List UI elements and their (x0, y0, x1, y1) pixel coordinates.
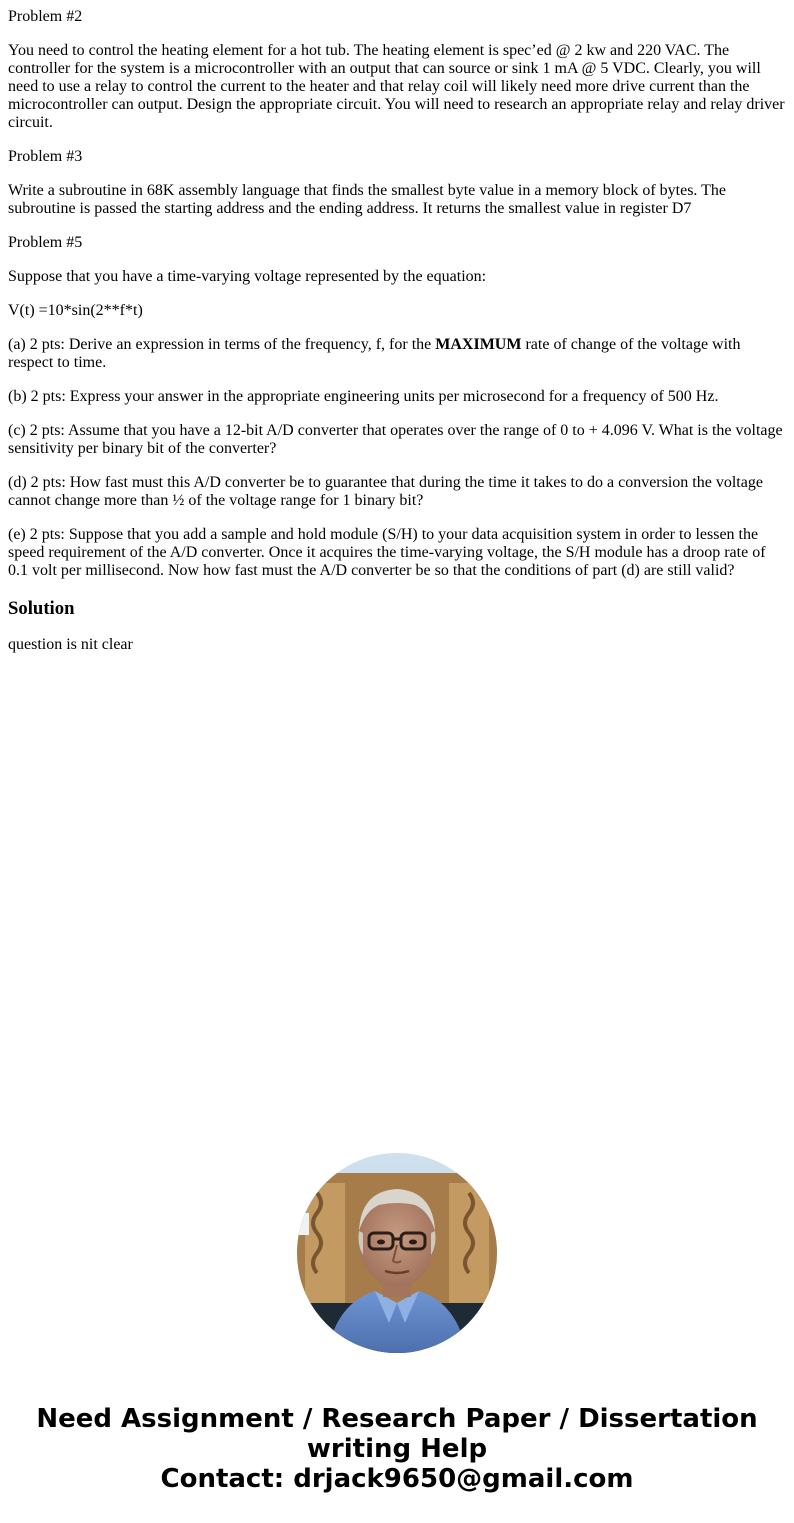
problem-5-part-d: (d) 2 pts: How fast must this A/D converter be to guarantee that during the time it takes to do a conversion the voltage cannot change more than ½ of the voltage range for 1 binary bit? (8, 474, 763, 509)
problem-5-part-c: (c) 2 pts: Assume that you have a 12-bit A/D converter that operates over the range of 0 to + 4.096 V. What is the voltage sensitivity per binary bit of the converter? (8, 422, 783, 457)
problem-3-title: Problem #3 (8, 148, 83, 165)
author-avatar (297, 1153, 497, 1353)
problem-5-part-b: (b) 2 pts: Express your answer in the appropriate engineering units per microsecond for a frequency of 500 Hz. (8, 388, 719, 405)
problem-5-equation: V(t) =10*sin(2**f*t) (8, 302, 143, 319)
problem-2-title: Problem #2 (8, 8, 83, 25)
problem-5-intro: Suppose that you have a time-varying voltage represented by the equation: (8, 268, 487, 285)
problem-5-part-a (8, 336, 786, 372)
problem-5-part-e: (e) 2 pts: Suppose that you add a sample and hold module (S/H) to your data acquisition system in order to lessen the speed requirement of the A/D converter. Once it acquires the time-varying voltage, the S/H module has a droop rate of 0.1 volt per millisecond. Now how fast must the A/D converter be so that the conditions of part (d) are still valid? (8, 526, 766, 579)
document-content (8, 0, 786, 670)
part-a-text-end: rate of change of the voltage with respect to time. (8, 336, 741, 371)
part-a-text-start: (a) 2 pts: Derive an expression in terms of the frequency, f, for the (8, 336, 436, 353)
footer-contact-email[interactable]: Contact: drjack9650@gmail.com (160, 1464, 634, 1494)
solution-heading: Solution (8, 598, 75, 619)
author-portrait-image (297, 1153, 497, 1353)
problem-2-body: You need to control the heating element for a hot tub. The heating element is spec’ed @ 2 kw and 220 VAC. The controller for the system is a microcontroller with an output that can source or sink 1 mA @ 5 VDC. Clearly, you will need to use a relay to control the current to the heater and that relay coil will likely need more drive current than the microcontroller can output. Design the appropriate circuit. You will need to research an appropriate relay and relay driver circuit. (8, 42, 785, 131)
footer-advertisement (0, 1404, 794, 1494)
footer-ad-line-2: writing Help (306, 1434, 488, 1464)
problem-3-body: Write a subroutine in 68K assembly language that finds the smallest byte value in a memory block of bytes. The subroutine is passed the starting address and the ending address. It returns the smallest value in register D7 (8, 182, 726, 217)
solution-body: question is nit clear (8, 636, 133, 653)
problem-5-title: Problem #5 (8, 234, 83, 251)
part-a-emphasis: MAXIMUM (435, 336, 522, 353)
footer-ad-line-1: Need Assignment / Research Paper / Dissertation (36, 1404, 758, 1434)
